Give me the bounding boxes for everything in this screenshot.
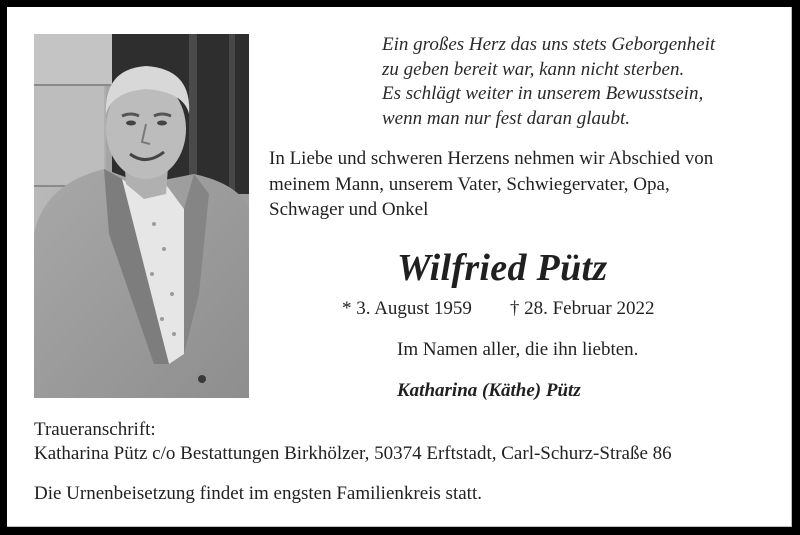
poem-line: zu geben bereit war, kann nicht sterben.: [382, 58, 685, 80]
obituary-notice: [7, 7, 792, 527]
death-date: † 28. Februar 2022: [509, 298, 655, 319]
in-memory-line: Im Namen aller, die ihn liebten.: [397, 339, 639, 360]
portrait-photo: [34, 34, 249, 398]
poem-line: Ein großes Herz das uns stets Geborgenheit: [382, 34, 716, 55]
signature: Katharina (Käthe) Pütz: [397, 380, 581, 401]
poem-line: wenn man nur fest daran glaubt.: [382, 107, 631, 129]
burial-note: Die Urnenbeisetzung findet im engsten Familienkreis statt.: [34, 483, 482, 504]
memorial-poem: [382, 33, 715, 131]
farewell-line: meinem Mann, unserem Vater, Schwiegervater, Opa,: [269, 173, 670, 195]
farewell-line: Schwager und Onkel: [269, 199, 429, 220]
life-dates: [342, 298, 654, 320]
mourning-address: Katharina Pütz c/o Bestattungen Birkhölzer, 50374 Erftstadt, Carl-Schurz-Straße 86: [34, 443, 672, 464]
deceased-name: Wilfried Pütz: [397, 247, 608, 289]
portrait-image: [34, 34, 249, 398]
farewell-text: [269, 146, 713, 223]
farewell-line: In Liebe und schweren Herzens nehmen wir Abschied von: [269, 148, 714, 169]
poem-line: Es schlägt weiter in unserem Bewusstsein,: [382, 83, 704, 104]
address-label: Traueranschrift:: [34, 419, 156, 440]
birth-date: * 3. August 1959: [342, 298, 472, 319]
